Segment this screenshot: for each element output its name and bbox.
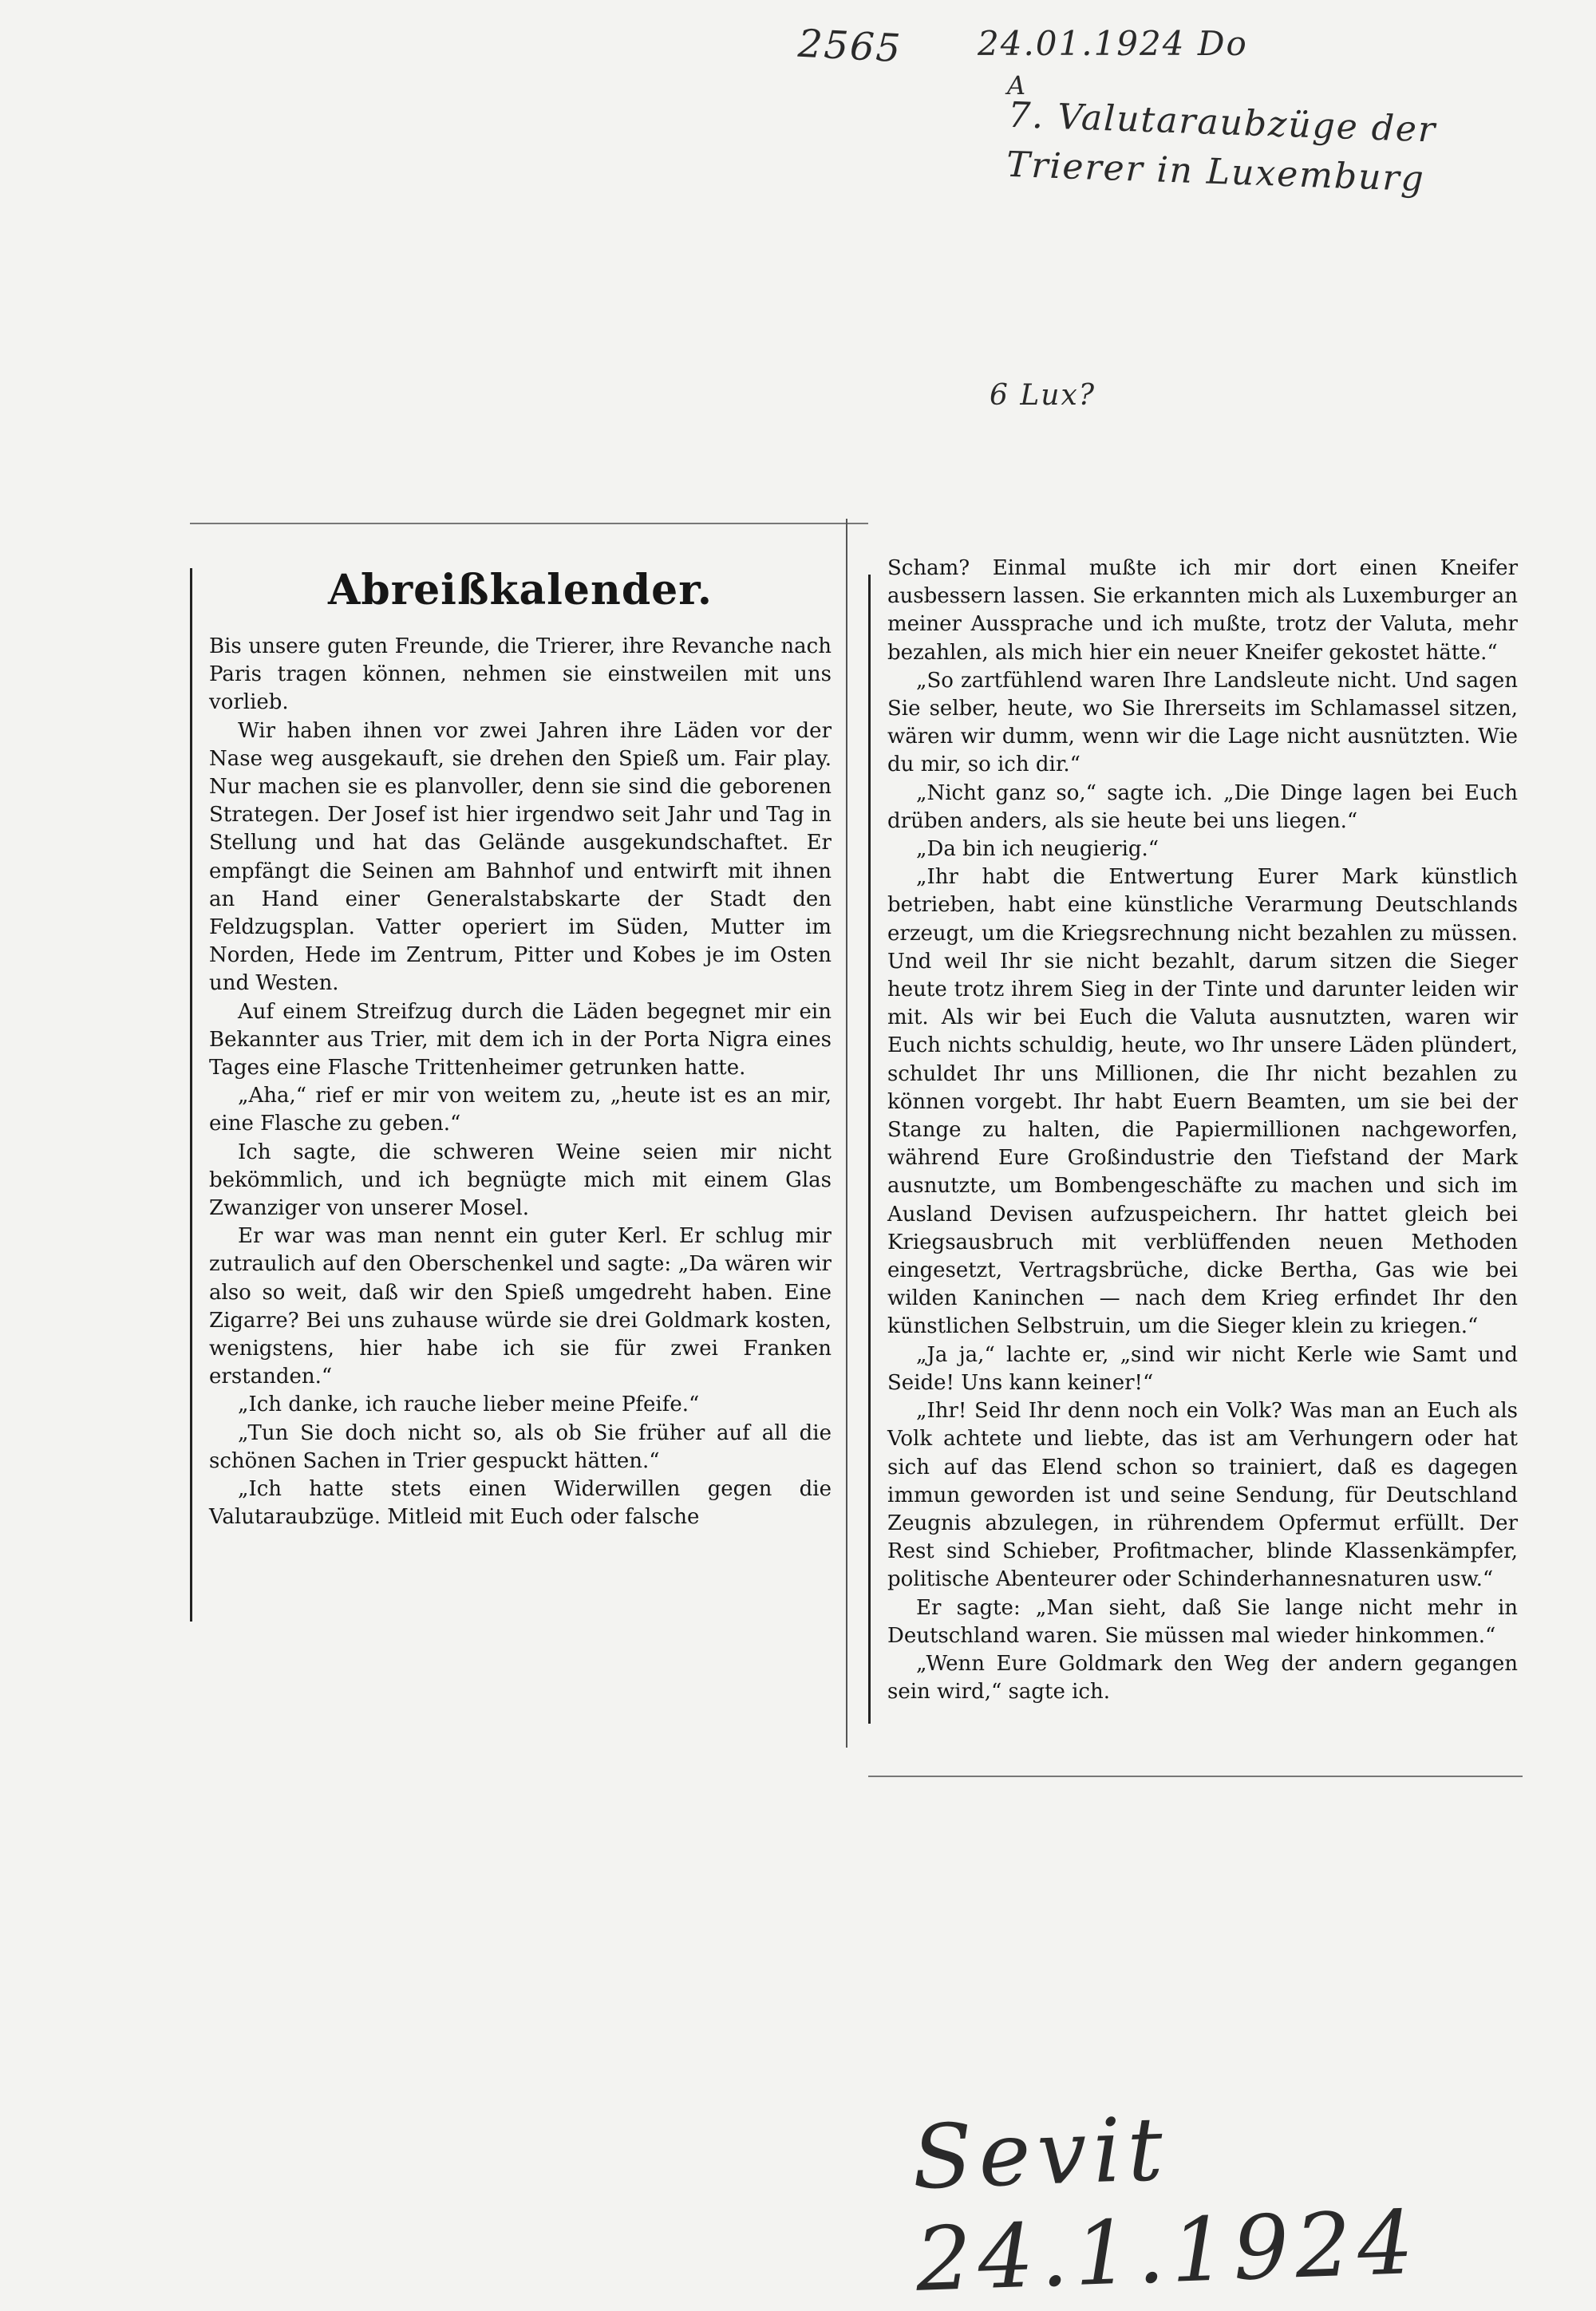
- article-title: Abreißkalender.: [328, 566, 713, 614]
- archive-number-handwriting: 2565: [796, 21, 903, 72]
- article-paragraph: „Ihr habt die Entwertung Eurer Mark künstlich betrieben, habt eine künstliche Verarmung Deutschlands erzeugt, um die Kriegsrechnung nicht bezahlen zu müssen. Und weil Ihr sie nicht bezahlt, darum sitzen die Sieger heute trotz ihrem Sieg in der Tinte und darunter leiden wir mit. Als wir bei Euch die Valuta ausnutzten, waren wir Euch nichts schuldig, heute, wo Ihr unsere Läden plündert, schuldet Ihr uns Millionen, die Ihr nicht bezahlen zu können vorgebt. Ihr habt Euern Beamten, um sie bei der Stange zu halten, die Papiermillionen nachgeworfen, während Eure Großindustrie den Tiefstand der Mark ausnutzte, um Bombengeschäfte zu machen und sich im Ausland Devisen aufzuspeichern. Ihr hattet gleich bei Kriegsausbruch mit verblüffenden neuen Methoden eingesetzt, Vertragsbrüche, dicke Bertha, Gas wie bei wilden Kaninchen — nach dem Krieg erfindet Ihr den künstlichen Selbstruin, um die Sieger klein zu kriegen.“: [887, 865, 1518, 1339]
- clipping-right-edge: [868, 575, 871, 1724]
- column-divider: [846, 519, 847, 1748]
- article-paragraph: „Ihr! Seid Ihr denn noch ein Volk? Was man an Euch als Volk achtete und liebte, das ist am Verhungern oder hat sich auf das Elend schon so trainiert, daß es dagegen immun geworden ist und seine Sendung, für Deutschland Zeugnis abzulegen, in rührendem Opfermut erfüllt. Der Rest sind Schieber, Profitmacher, blinde Klassenkämpfer, politische Abenteurer oder Schinderhannesnaturen usw.“: [887, 1399, 1518, 1592]
- article-paragraph: Er sagte: „Man sieht, daß Sie lange nicht mehr in Deutschland waren. Sie müssen mal wieder hinkommen.“: [887, 1595, 1518, 1648]
- article-paragraph: „Aha,“ rief er mir von weitem zu, „heute ist es an mir, eine Flasche zu geben.“: [209, 1084, 832, 1136]
- title-handwriting: 7. Valutaraubzüge der Trierer in Luxemburg: [1005, 94, 1437, 200]
- article-paragraph: „Ich danke, ich rauche lieber meine Pfeife.“: [238, 1393, 700, 1417]
- question-handwriting: 6 Lux?: [990, 379, 1096, 412]
- article-paragraph: Bis unsere guten Freunde, die Trierer, ihre Revanche nach Paris tragen können, nehmen sie einstweilen mit uns vorlieb.: [209, 634, 832, 715]
- article-paragraph: „So zartfühlend waren Ihre Landsleute nicht. Und sagen Sie selber, heute, wo Sie Ihrerseits im Schlamassel sitzen, wären wir dumm, wenn wir die Lage nicht ausnützten. Wie du mir, so ich dir.“: [887, 668, 1518, 777]
- article-paragraph: Er war was man nennt ein guter Kerl. Er schlug mir zutraulich auf den Oberschenkel und sagte: „Da wären wir also so weit, daß wir den Spieß umgedreht haben. Eine Zigarre? Bei uns zuhause würde sie drei Goldmark kosten, wenigstens, hier habe ich sie für zwei Franken erstanden.“: [209, 1224, 832, 1389]
- article-paragraph: Wir haben ihnen vor zwei Jahren ihre Läden vor der Nase weg ausgekauft, sie drehen den Spieß um. Fair play. Nur machen sie es planvoller, denn sie sind die geborenen Strategen. Der Josef ist hier irgendwo seit Jahr und Tag in Stellung und hat das Gelände ausgekundschaftet. Er empfängt die Seinen am Bahnhof und entwirft mit ihnen an Hand einer Generalstabskarte der Stadt den Feldzugsplan. Vatter operiert im Süden, Mutter im Norden, Hede im Zentrum, Pitter und Kobes je im Osten und Westen.: [209, 718, 832, 996]
- article-paragraph: „Tun Sie doch nicht so, als ob Sie früher auf all die schönen Sachen in Trier gespuckt hätten.“: [209, 1420, 832, 1473]
- article-paragraph: „Wenn Eure Goldmark den Weg der andern gegangen sein wird,“ sagte ich.: [887, 1651, 1518, 1705]
- article-paragraph: „Da bin ich neugierig.“: [916, 837, 1159, 862]
- clipping-bottom-edge: [868, 1776, 1523, 1777]
- article-paragraph: Scham? Einmal mußte ich mir dort einen Kneifer ausbessern lassen. Sie erkannten mich als Luxemburger an meiner Aussprache und ich mußte, trotz der Valuta, mehr bezahlen, als mich hier ein neuer Kneifer gekostet hätte.“: [887, 556, 1518, 665]
- article-right-column: [887, 555, 1518, 1706]
- source-date-handwriting: Sevit 24.1.1924: [910, 2097, 1422, 2311]
- article-paragraph: Ich sagte, die schweren Weine seien mir nicht bekömmlich, und ich begnügte mich mit einem Glas Zwanziger von unserer Mosel.: [209, 1140, 832, 1221]
- letter-handwriting: A: [1007, 70, 1028, 101]
- article-paragraph: „Ich hatte stets einen Widerwillen gegen die Valutaraubzüge. Mitleid mit Euch oder falsche: [209, 1477, 832, 1530]
- article-paragraph: Auf einem Streifzug durch die Läden begegnet mir ein Bekannter aus Trier, mit dem ich in der Porta Nigra eines Tages eine Flasche Trittenheimer getrunken hatte.: [209, 999, 832, 1080]
- article-left-column: [209, 555, 832, 1532]
- clipping-top-edge: [190, 523, 868, 524]
- date-handwriting: 24.01.1924 Do: [978, 24, 1248, 63]
- clipping-left-edge: [190, 568, 192, 1622]
- article-paragraph: „Ja ja,“ lachte er, „sind wir nicht Kerle wie Samt und Seide! Uns kann keiner!“: [887, 1342, 1518, 1395]
- article-paragraph: „Nicht ganz so,“ sagte ich. „Die Dinge lagen bei Euch drüben anders, als sie heute bei uns liegen.“: [887, 780, 1518, 833]
